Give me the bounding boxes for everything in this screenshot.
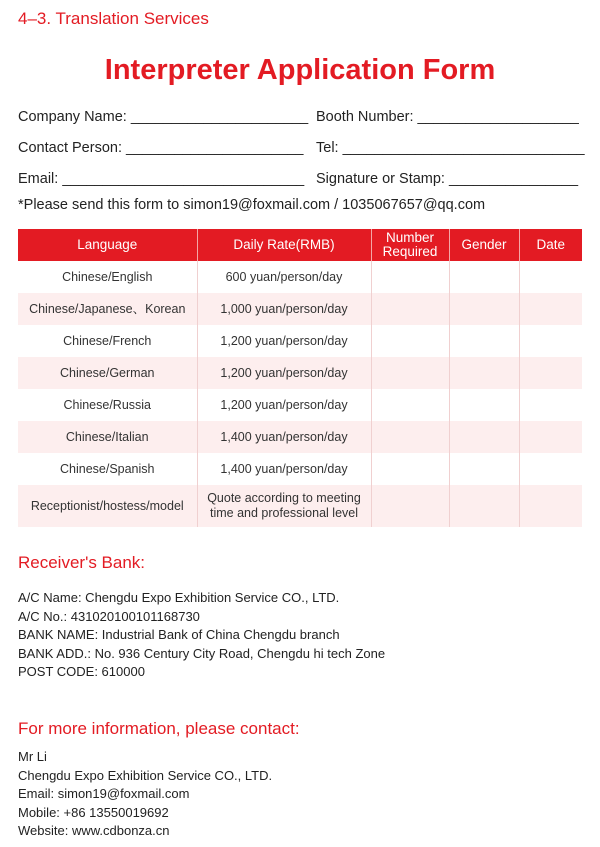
date-cell[interactable]	[519, 421, 582, 453]
company-name-field[interactable]: Company Name: ______________________	[18, 109, 309, 125]
rate-line2: time and professional level	[210, 506, 358, 520]
table-header-row	[18, 229, 582, 261]
language-cell: Chinese/Spanish	[18, 453, 197, 485]
section-title: 4–3. Translation Services	[18, 9, 209, 28]
rate-table	[18, 229, 582, 527]
number-cell[interactable]	[371, 421, 449, 453]
contact-section-title: For more information, please contact:	[18, 719, 300, 738]
contact-email: Email: simon19@foxmail.com	[18, 786, 190, 801]
table-row	[18, 485, 582, 527]
date-cell[interactable]	[519, 261, 582, 293]
language-cell: Receptionist/hostess/model	[18, 485, 197, 527]
header-language: Language	[18, 229, 197, 261]
contact-website: Website: www.cdbonza.cn	[18, 823, 170, 838]
date-cell[interactable]	[519, 357, 582, 389]
contact-mobile: Mobile: +86 13550019692	[18, 804, 169, 820]
gender-cell[interactable]	[449, 453, 519, 485]
table-row	[18, 421, 582, 453]
contact-person-field[interactable]: Contact Person: ______________________	[18, 140, 304, 156]
language-cell: Chinese/English	[18, 261, 197, 293]
gender-cell[interactable]	[449, 357, 519, 389]
contact-name: Mr Li	[18, 749, 47, 764]
rate-cell	[197, 485, 371, 527]
date-cell[interactable]	[519, 325, 582, 357]
table-row	[18, 357, 582, 389]
header-number-required	[371, 229, 449, 261]
header-number-line2: Required	[382, 244, 438, 259]
table-row	[18, 325, 582, 357]
gender-cell[interactable]	[449, 389, 519, 421]
tel-field[interactable]: Tel: ______________________________	[316, 140, 585, 156]
date-cell[interactable]	[519, 485, 582, 527]
language-cell: Chinese/Russia	[18, 389, 197, 421]
date-cell[interactable]	[519, 453, 582, 485]
language-cell: Chinese/Japanese、Korean	[18, 293, 197, 325]
signature-field[interactable]: Signature or Stamp: ________________	[316, 171, 579, 187]
rate-cell: 1,200 yuan/person/day	[197, 325, 371, 357]
gender-cell[interactable]	[449, 261, 519, 293]
gender-cell[interactable]	[449, 325, 519, 357]
gender-cell[interactable]	[449, 293, 519, 325]
date-cell[interactable]	[519, 389, 582, 421]
contact-details	[18, 748, 272, 841]
rate-line1: Quote according to meeting	[207, 491, 361, 505]
table-row	[18, 389, 582, 421]
header-gender: Gender	[449, 229, 519, 261]
number-cell[interactable]	[371, 261, 449, 293]
bank-details	[18, 589, 385, 682]
rate-cell: 1,200 yuan/person/day	[197, 357, 371, 389]
table-row	[18, 453, 582, 485]
booth-number-field[interactable]: Booth Number: ____________________	[316, 109, 579, 125]
header-daily-rate: Daily Rate(RMB)	[197, 229, 371, 261]
header-number-line1: Number	[385, 230, 434, 245]
number-cell[interactable]	[371, 389, 449, 421]
submission-note: *Please send this form to simon19@foxmail.com / 1035067657@qq.com	[18, 197, 486, 213]
ac-name: A/C Name: Chengdu Expo Exhibition Service CO., LTD.	[18, 590, 340, 605]
rate-cell: 1,200 yuan/person/day	[197, 389, 371, 421]
number-cell[interactable]	[371, 357, 449, 389]
rate-cell: 1,400 yuan/person/day	[197, 453, 371, 485]
contact-company: Chengdu Expo Exhibition Service CO., LTD.	[18, 767, 273, 783]
number-cell[interactable]	[371, 485, 449, 527]
language-cell: Chinese/Italian	[18, 421, 197, 453]
number-cell[interactable]	[371, 293, 449, 325]
ac-number: A/C No.: 431020100101168730	[18, 608, 200, 624]
table-row	[18, 261, 582, 293]
form-title: Interpreter Application Form	[104, 54, 496, 86]
gender-cell[interactable]	[449, 421, 519, 453]
number-cell[interactable]	[371, 453, 449, 485]
email-field[interactable]: Email: ______________________________	[18, 171, 305, 187]
bank-name: BANK NAME: Industrial Bank of China Chengdu branch	[18, 627, 340, 642]
language-cell: Chinese/German	[18, 357, 197, 389]
gender-cell[interactable]	[449, 485, 519, 527]
bank-section-title: Receiver's Bank:	[18, 553, 146, 572]
post-code: POST CODE: 610000	[18, 664, 145, 679]
date-cell[interactable]	[519, 293, 582, 325]
rate-cell: 1,000 yuan/person/day	[197, 293, 371, 325]
header-date: Date	[519, 229, 582, 261]
rate-cell: 600 yuan/person/day	[197, 261, 371, 293]
table-row	[18, 293, 582, 325]
language-cell: Chinese/French	[18, 325, 197, 357]
rate-cell: 1,400 yuan/person/day	[197, 421, 371, 453]
number-cell[interactable]	[371, 325, 449, 357]
bank-address: BANK ADD.: No. 936 Century City Road, Chengdu hi tech Zone	[18, 645, 386, 661]
